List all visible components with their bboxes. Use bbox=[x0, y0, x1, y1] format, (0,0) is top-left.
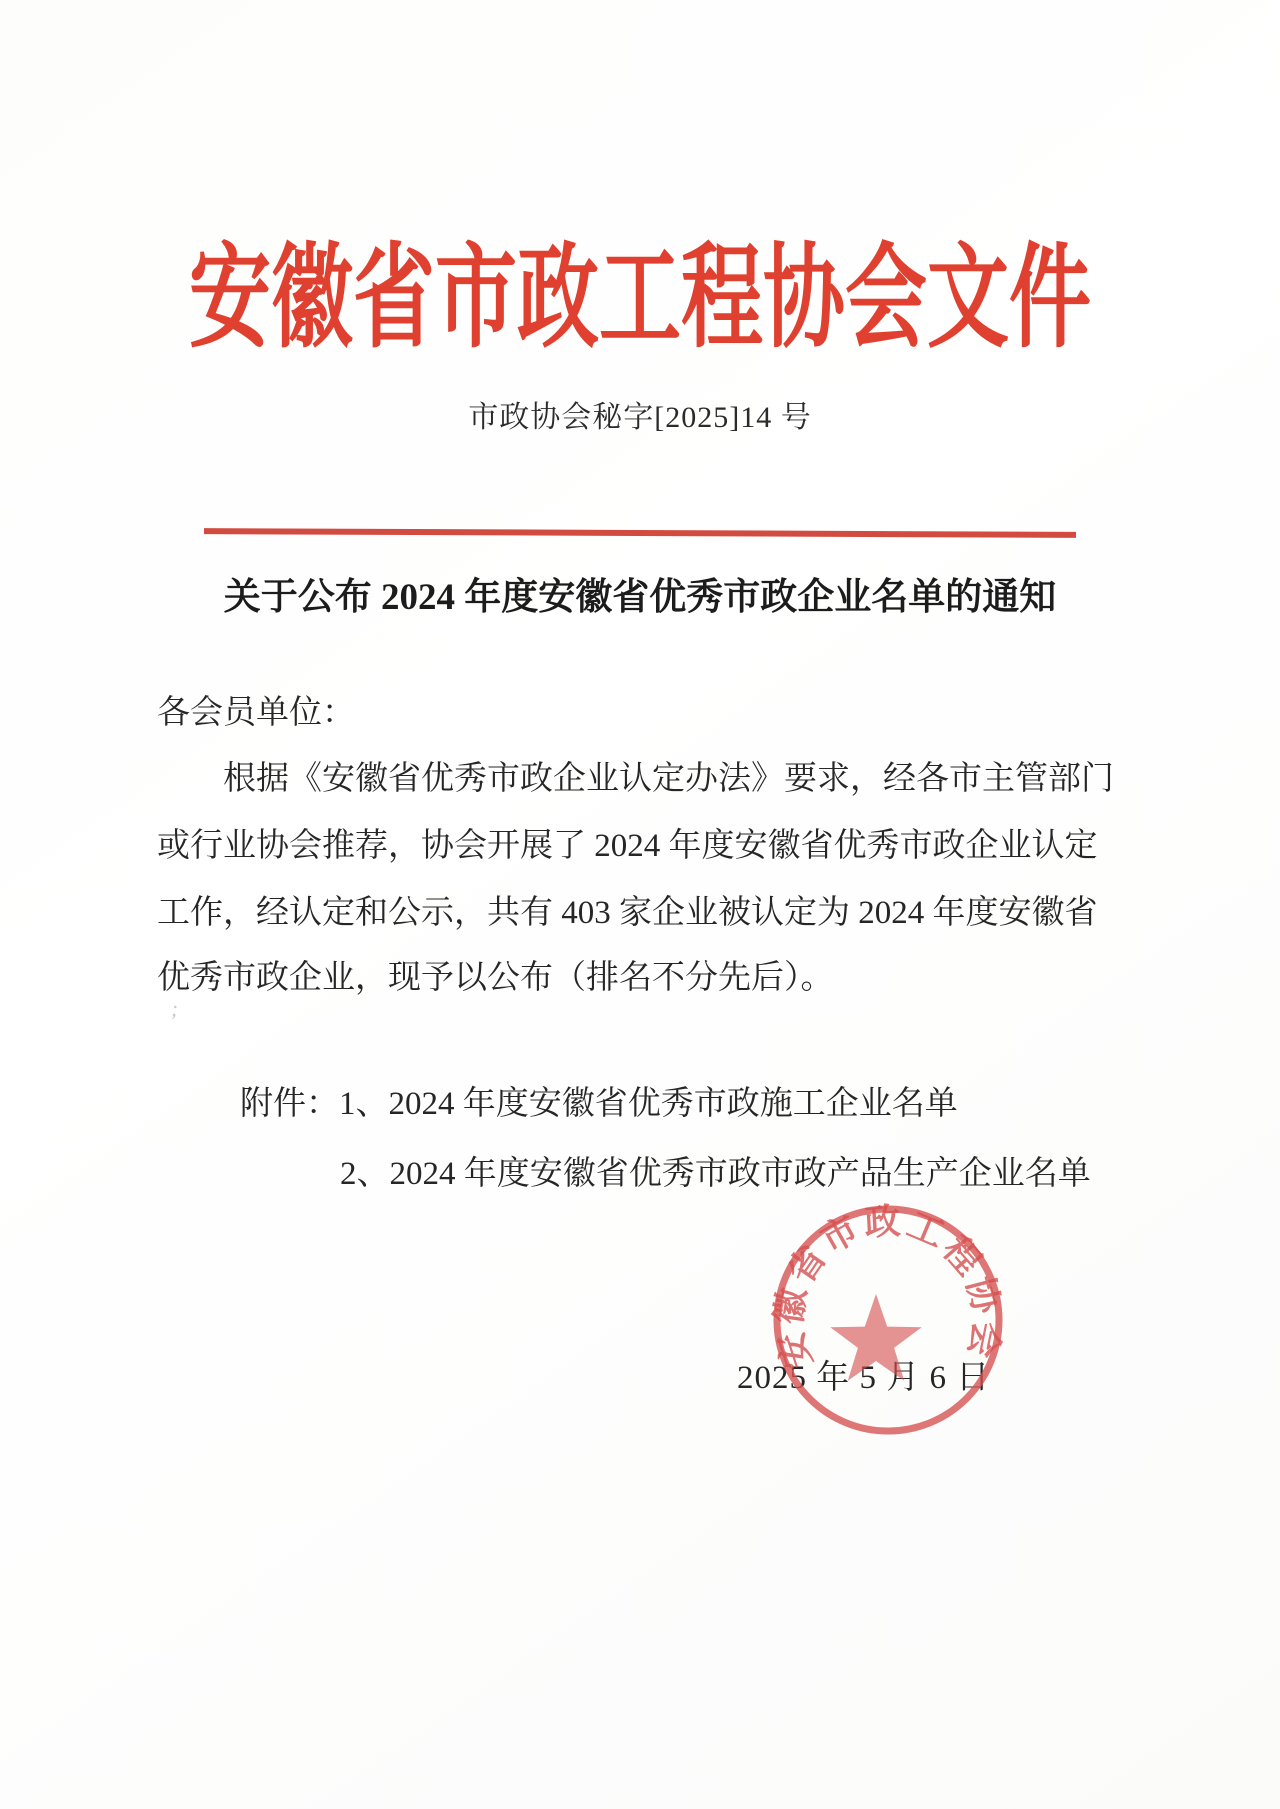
red-divider-rule bbox=[204, 528, 1076, 538]
salutation: 各会员单位： bbox=[157, 695, 355, 731]
seal-arc-text: 安徽省市政工程协会 bbox=[768, 1201, 1008, 1374]
attachment-line-2: 2、2024 年度安徽省优秀市政市政产品生产企业名单 bbox=[340, 1156, 1091, 1192]
seal-star-icon bbox=[830, 1294, 921, 1381]
paragraph-line: 或行业协会推荐，协会开展了 2024 年度安徽省优秀市政企业认定 bbox=[157, 828, 1098, 864]
paragraph-line: 优秀市政企业，现予以公布（排名不分先后）。 bbox=[157, 960, 834, 996]
paragraph-line: 工作，经认定和公示，共有 403 家企业被认定为 2024 年度安徽省 bbox=[157, 895, 1098, 931]
issue-date: 2025 年 5 月 6 日 bbox=[737, 1360, 991, 1396]
document-number: 市政协会秘字[2025]14 号 bbox=[468, 401, 812, 434]
scan-noise-mark: ; bbox=[170, 995, 180, 1022]
notice-title: 关于公布 2024 年度安徽省优秀市政企业名单的通知 bbox=[223, 577, 1057, 618]
paragraph-line: 根据《安徽省优秀市政企业认定办法》要求，经各市主管部门 bbox=[223, 761, 1114, 797]
letterhead-title: 安徽省市政工程协会文件 bbox=[188, 235, 1091, 362]
attachment-line-1: 附件：1、2024 年度安徽省优秀市政施工企业名单 bbox=[240, 1086, 958, 1122]
official-seal bbox=[760, 1192, 1016, 1448]
